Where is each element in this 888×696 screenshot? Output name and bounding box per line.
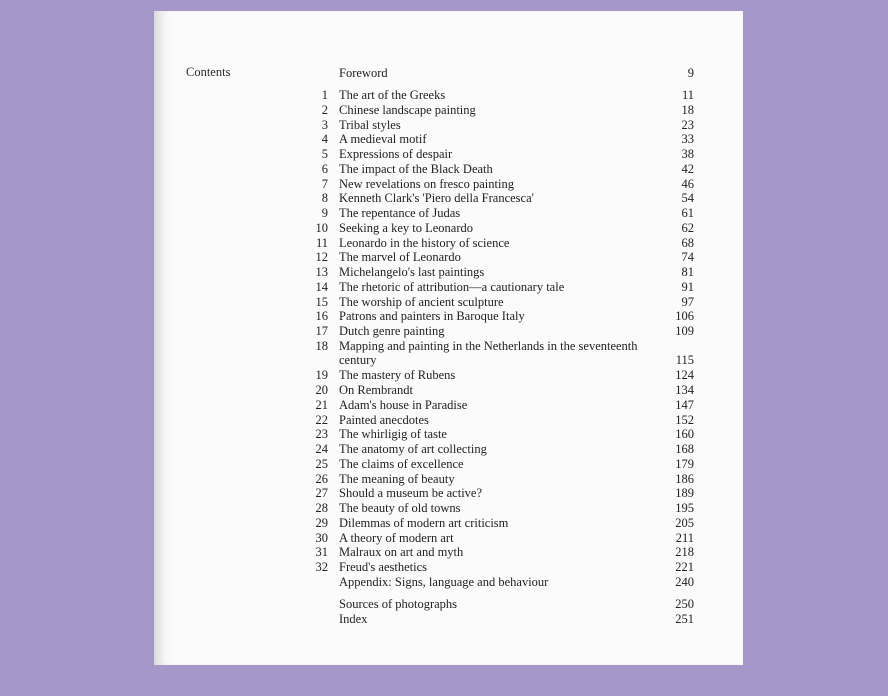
toc-entry [304,118,694,133]
page-number: 9 [687,66,694,80]
entry-title: The impact of the Black Death [339,161,493,176]
page-number: 91 [681,279,694,294]
chapter-number: 30 [315,530,328,545]
toc-entry [304,413,694,428]
toc-entry [304,560,694,575]
entry-title: The worship of ancient sculpture [339,294,504,309]
page-number: 179 [675,456,694,471]
chapter-number: 21 [315,397,328,412]
page-number: 61 [681,206,694,220]
entry-title: The whirligig of taste [339,427,447,442]
chapter-number: 5 [321,147,328,161]
entry-title: A theory of modern art [339,530,454,545]
page-number: 109 [675,324,694,338]
toc-entry [304,265,694,280]
contents-heading: Contents [186,65,231,79]
toc-entry [304,545,694,560]
page-number: 186 [675,471,694,486]
toc-entry [304,457,694,472]
page-number: 251 [675,611,694,626]
page-number: 68 [681,235,694,250]
entry-title: Chinese landscape painting [339,102,476,117]
entry-title: A medieval motif [339,132,427,147]
page-number: 62 [681,220,694,235]
page-number: 23 [681,117,694,132]
toc-entry [304,280,694,295]
entry-title: Dutch genre painting [339,324,445,338]
chapter-number: 2 [321,102,328,117]
toc-entry [304,597,694,612]
chapter-number: 7 [321,176,328,191]
entry-title: The repentance of Judas [339,206,461,220]
entry-title: Patrons and painters in Baroque Italy [339,309,525,324]
chapter-number: 18 [315,338,328,353]
entry-title: Appendix: Signs, language and behaviour [339,574,549,589]
entry-title: On Rembrandt [339,383,413,397]
chapter-number: 12 [315,250,328,265]
chapter-number: 10 [315,220,328,235]
toc-entry [304,442,694,457]
entry-title: The mastery of Rubens [339,368,456,383]
toc-entry [304,309,694,324]
entry-title: Mapping and painting in the Netherlands in the seventeenth century [339,338,638,368]
entry-title: Painted anecdotes [339,412,429,427]
entry-title: Adam's house in Paradise [339,397,468,412]
chapter-number: 3 [321,117,328,132]
entry-title: The meaning of beauty [339,471,455,486]
toc-entry [304,612,694,627]
page-number: 221 [675,560,694,574]
page-number: 205 [675,515,694,530]
chapter-number: 9 [321,206,328,220]
chapter-number: 13 [315,265,328,279]
page-number: 240 [675,574,694,589]
chapter-number: 28 [315,501,328,515]
toc-entry [304,206,694,221]
chapter-number: 25 [315,456,328,471]
chapter-number: 15 [315,294,328,309]
entry-title: Dilemmas of modern art criticism [339,515,509,530]
page-number: 38 [681,147,694,161]
chapter-number: 32 [315,560,328,574]
page-number: 54 [681,191,694,206]
page-number: 195 [675,501,694,515]
page-number: 124 [675,368,694,383]
chapter-number: 17 [315,324,328,338]
entry-title: New revelations on fresco painting [339,176,514,191]
chapter-number: 24 [315,442,328,456]
entry-title: The claims of excellence [339,456,464,471]
toc-entry [304,191,694,206]
entry-title: The marvel of Leonardo [339,250,461,265]
entry-title: Leonardo in the history of science [339,235,510,250]
toc-entry [304,398,694,413]
toc-entry [304,250,694,265]
toc-entry [304,221,694,236]
entry-title: Tribal styles [339,117,401,132]
page-number: 147 [675,397,694,412]
entry-title: Foreword [339,66,388,80]
page-number: 160 [675,427,694,442]
chapter-number: 20 [315,383,328,397]
page-number: 81 [681,265,694,279]
page-number: 18 [681,102,694,117]
page-number: 42 [681,161,694,176]
entry-title: Sources of photographs [339,597,458,611]
toc-entry [304,575,694,590]
toc-entry [304,66,694,81]
toc-entry [304,324,694,339]
page-number: 97 [681,294,694,309]
page-number: 152 [675,412,694,427]
page-number: 189 [675,486,694,501]
toc-entry [304,531,694,546]
chapter-number: 11 [315,235,328,250]
entry-title: Freud's aesthetics [339,560,427,574]
chapter-number: 22 [315,412,328,427]
chapter-number: 14 [315,279,328,294]
toc-entry [304,177,694,192]
page-number: 134 [675,383,694,397]
chapter-number: 19 [315,368,328,383]
toc-entry [304,162,694,177]
toc-entry [304,295,694,310]
toc-entry [304,368,694,383]
page-number: 46 [681,176,694,191]
toc-entry [304,486,694,501]
chapter-number: 1 [321,88,328,102]
entry-title: Expressions of despair [339,147,453,161]
entry-title: The anatomy of art collecting [339,442,487,456]
toc-entry [304,103,694,118]
entry-title: The art of the Greeks [339,88,446,102]
page-number: 74 [681,250,694,265]
page-number: 211 [675,530,694,545]
entry-title: Seeking a key to Leonardo [339,220,473,235]
toc-entry [304,339,694,369]
toc-entry [304,472,694,487]
book-page [154,11,743,665]
toc-entry [304,427,694,442]
chapter-number: 4 [321,132,328,147]
entry-title: The beauty of old towns [339,501,461,515]
page-number: 218 [675,545,694,560]
chapter-number: 29 [315,515,328,530]
chapter-number: 26 [315,471,328,486]
entry-title: Michelangelo's last paintings [339,265,485,279]
toc-entry [304,501,694,516]
page-number: 168 [675,442,694,456]
entry-title: Index [339,611,368,626]
chapter-number: 6 [321,161,328,176]
page-number: 33 [681,132,694,147]
chapter-number: 8 [321,191,328,206]
chapter-number: 23 [315,427,328,442]
toc-entry [304,88,694,103]
page-number: 11 [681,88,694,102]
page-number: 115 [675,353,694,368]
page-number: 106 [675,309,694,324]
toc-entry [304,516,694,531]
toc-entry [304,236,694,251]
entry-title: Malraux on art and myth [339,545,464,560]
entry-title: Kenneth Clark's 'Piero della Francesca' [339,191,534,206]
chapter-number: 31 [315,545,328,560]
entry-title: The rhetoric of attribution—a cautionary tale [339,279,565,294]
page-number: 250 [675,597,694,611]
toc-entry [304,132,694,147]
entry-title: Should a museum be active? [339,486,483,501]
chapter-number: 16 [315,309,328,324]
toc-entry [304,147,694,162]
chapter-number: 27 [315,486,328,501]
toc-entry [304,383,694,398]
